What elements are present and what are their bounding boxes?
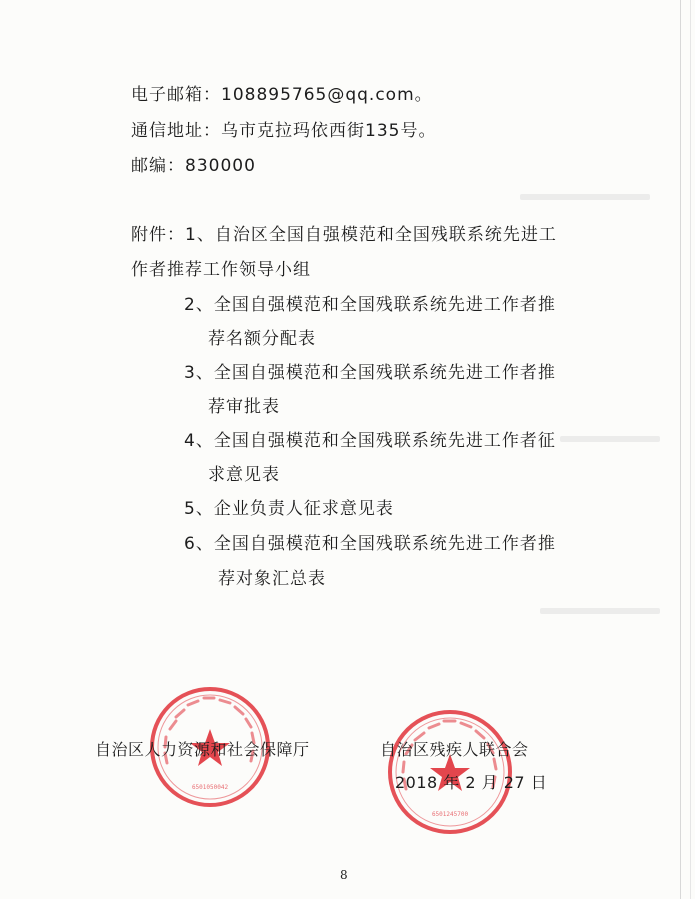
attachment-3-line-1: 3、全国自强模范和全国残联系统先进工作者推 bbox=[184, 363, 556, 383]
attachment-2-line-2: 荐名额分配表 bbox=[208, 329, 316, 349]
attachment-6-line-2: 荐对象汇总表 bbox=[218, 569, 326, 589]
email-line: 电子邮箱：108895765@qq.com。 bbox=[131, 85, 433, 105]
attachment-2-line-1: 2、全国自强模范和全国残联系统先进工作者推 bbox=[184, 295, 556, 315]
bleed-through-mark bbox=[540, 608, 660, 614]
attachment-5-line-1: 5、企业负责人征求意见表 bbox=[184, 499, 394, 519]
signature-date: 2018 年 2 月 27 日 bbox=[395, 773, 548, 792]
svg-text:6501050042: 6501050042 bbox=[191, 784, 229, 791]
svg-text:6501245700: 6501245700 bbox=[431, 811, 469, 818]
left-org-signature: 自治区人力资源和社会保障厅 bbox=[95, 740, 310, 759]
attachment-4-line-2: 求意见表 bbox=[208, 465, 280, 485]
right-org-signature: 自治区残疾人联合会 bbox=[380, 740, 529, 759]
page-number: 8 bbox=[340, 868, 348, 882]
postcode-line: 邮编：830000 bbox=[131, 156, 256, 176]
bleed-through-mark bbox=[560, 436, 660, 442]
address-line: 通信地址：乌市克拉玛依西街135号。 bbox=[131, 121, 437, 141]
page-edge-line bbox=[690, 0, 691, 899]
attachment-6-line-1: 6、全国自强模范和全国残联系统先进工作者推 bbox=[184, 534, 556, 554]
bleed-through-mark bbox=[520, 194, 650, 200]
attachment-1-line-2: 作者推荐工作领导小组 bbox=[131, 260, 311, 280]
attachment-3-line-2: 荐审批表 bbox=[208, 397, 280, 417]
attachment-4-line-1: 4、全国自强模范和全国残联系统先进工作者征 bbox=[184, 431, 556, 451]
page-edge-line bbox=[680, 0, 681, 899]
attachment-1-line-1: 附件：1、自治区全国自强模范和全国残联系统先进工 bbox=[131, 225, 557, 245]
